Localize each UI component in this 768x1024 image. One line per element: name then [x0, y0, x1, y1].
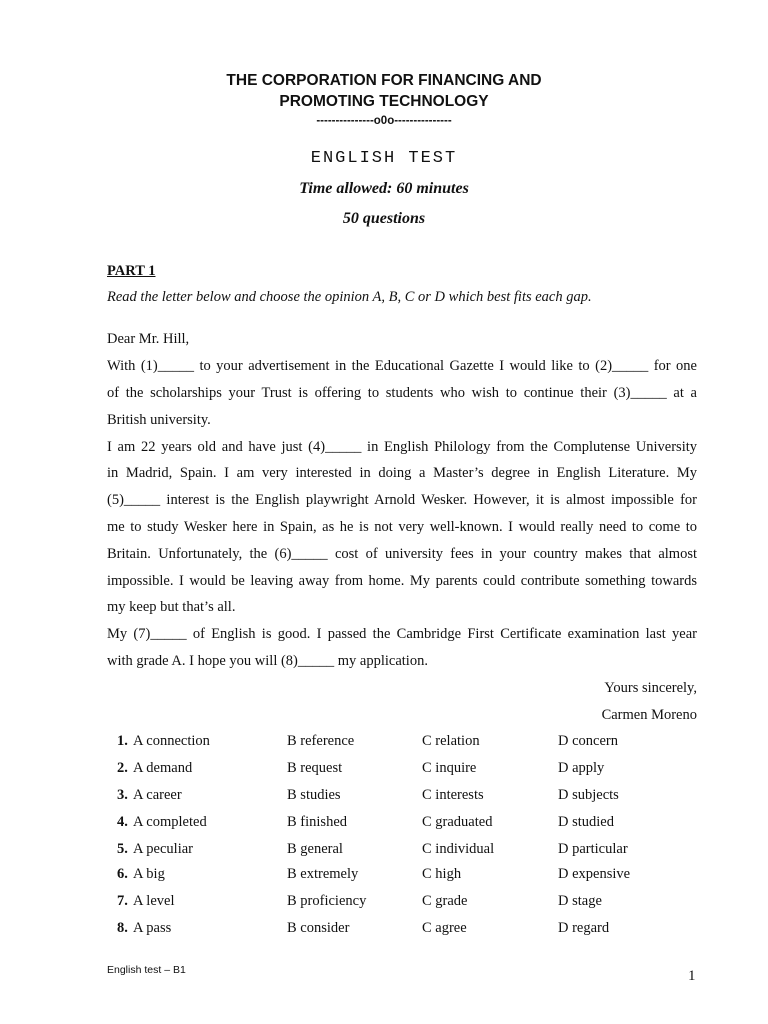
option-b: B studies	[287, 787, 341, 803]
question-number: 1.	[117, 733, 128, 749]
page-number: 1	[688, 968, 696, 984]
question-number: 7.	[117, 893, 128, 909]
option-d: D particular	[558, 841, 628, 857]
option-c: C inquire	[422, 760, 477, 776]
option-d: D studied	[558, 814, 614, 830]
letter-line: My (7)_____ of English is good. I passed the Cambridge First Certificate examination last year	[107, 626, 697, 642]
option-d: D subjects	[558, 787, 619, 803]
letter-closing: Yours sincerely,	[604, 680, 697, 696]
letter-line: with grade A. I hope you will (8)_____ my application.	[107, 653, 428, 669]
org-title-line-2: PROMOTING TECHNOLOGY	[279, 93, 489, 110]
option-row	[0, 893, 768, 913]
question-number: 4.	[117, 814, 128, 830]
option-b: B proficiency	[287, 893, 367, 909]
option-c: C grade	[422, 893, 468, 909]
option-c: C interests	[422, 787, 484, 803]
option-d: D concern	[558, 733, 618, 749]
letter-line: impossible. I would be leaving away from home. My parents could contribute something towards	[107, 573, 697, 589]
option-d: D expensive	[558, 866, 631, 882]
option-a: A peculiar	[133, 841, 193, 857]
letter-line: British university.	[107, 412, 211, 428]
option-b: B reference	[287, 733, 355, 749]
option-c: C graduated	[422, 814, 493, 830]
letter-line: With (1)_____ to your advertisement in the Educational Gazette I would like to (2)_____ for one	[107, 358, 697, 374]
option-d: D regard	[558, 920, 610, 936]
option-row	[0, 841, 768, 861]
test-title: ENGLISH TEST	[310, 149, 458, 168]
footer-label: English test – B1	[107, 964, 186, 976]
option-b: B request	[287, 760, 343, 776]
letter-line: of the scholarships your Trust is offering to students who wish to continue their (3)_____ at a	[107, 385, 697, 401]
question-count: 50 questions	[342, 210, 426, 227]
option-c: C agree	[422, 920, 467, 936]
separator: ---------------o0o---------------	[316, 115, 452, 127]
option-a: A demand	[133, 760, 193, 776]
option-a: A completed	[133, 814, 207, 830]
time-allowed: Time allowed: 60 minutes	[299, 180, 469, 197]
letter-line: (5)_____ interest is the English playwright Arnold Wesker. However, it is almost impossible for	[107, 492, 697, 508]
letter-line: me to study Wesker here in Spain, as he is not very well-known. I would really need to come to	[107, 519, 697, 535]
option-b: B general	[287, 841, 343, 857]
question-number: 5.	[117, 841, 128, 857]
letter-line: I am 22 years old and have just (4)_____ in English Philology from the Complutense University	[107, 439, 697, 455]
question-number: 8.	[117, 920, 128, 936]
letter-salutation: Dear Mr. Hill,	[107, 331, 190, 347]
letter-line: in Madrid, Spain. I am very interested in doing a Master’s degree in English Literature. My	[107, 465, 697, 481]
option-b: B finished	[287, 814, 348, 830]
option-row	[0, 814, 768, 834]
option-b: B extremely	[287, 866, 359, 882]
option-row	[0, 760, 768, 780]
question-number: 2.	[117, 760, 128, 776]
option-row	[0, 920, 768, 940]
option-b: B consider	[287, 920, 350, 936]
option-row	[0, 866, 768, 886]
letter-signature: Carmen Moreno	[601, 707, 697, 723]
option-a: A level	[133, 893, 175, 909]
option-a: A career	[133, 787, 182, 803]
letter-line: Britain. Unfortunately, the (6)_____ cost of university fees in your country makes that almost	[107, 546, 697, 562]
option-a: A connection	[133, 733, 210, 749]
org-title-line-1: THE CORPORATION FOR FINANCING AND	[226, 72, 542, 89]
option-d: D stage	[558, 893, 602, 909]
letter-line: my keep but that’s all.	[107, 599, 236, 615]
part-instruction: Read the letter below and choose the opinion A, B, C or D which best fits each gap.	[107, 289, 592, 305]
part-title: PART 1	[107, 263, 156, 279]
option-a: A pass	[133, 920, 172, 936]
option-row	[0, 787, 768, 807]
question-number: 6.	[117, 866, 128, 882]
option-row	[0, 733, 768, 753]
option-c: C individual	[422, 841, 495, 857]
option-c: C high	[422, 866, 462, 882]
option-d: D apply	[558, 760, 605, 776]
question-number: 3.	[117, 787, 128, 803]
option-c: C relation	[422, 733, 480, 749]
option-a: A big	[133, 866, 165, 882]
